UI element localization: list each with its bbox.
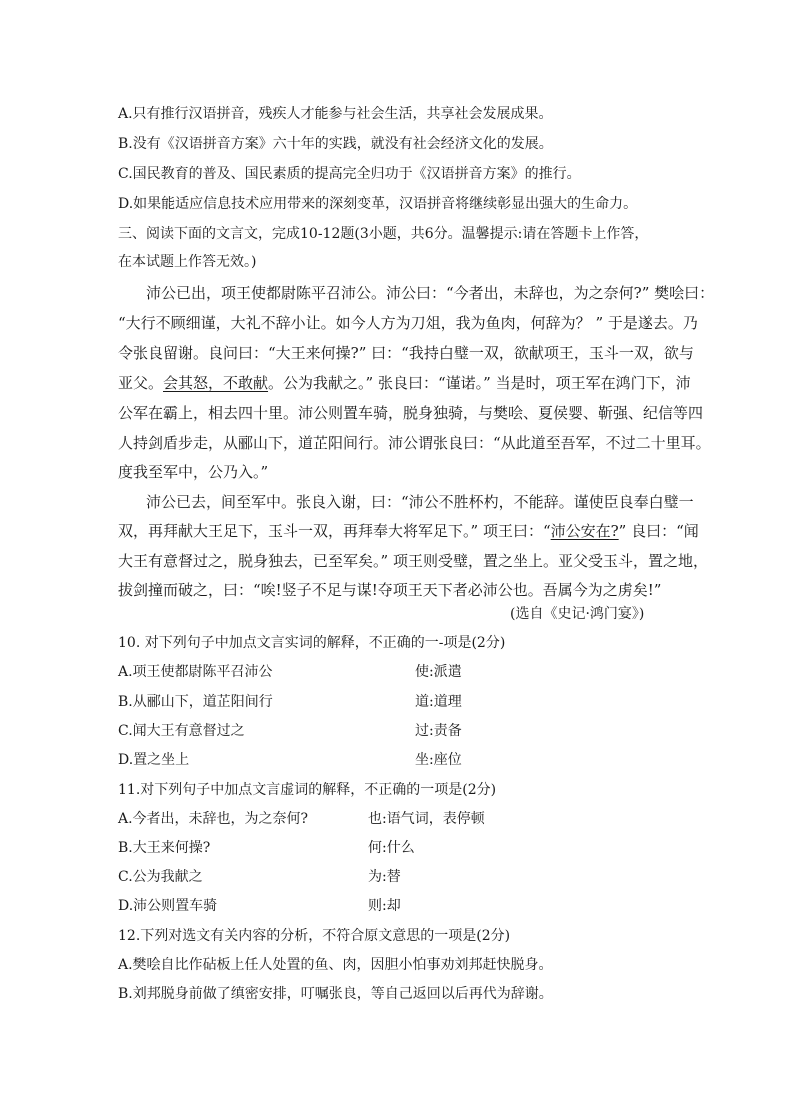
passage-p1-line: 公军在霸上，相去四十里。沛公则置车骑，脱身独骑，与樊哙、夏侯婴、靳强、纪信等四: [118, 404, 704, 422]
option-gloss: 过:责备: [415, 723, 462, 739]
option-sentence: B.从郦山下，道芷阳间行: [118, 694, 273, 710]
prev-option-c: C.国民教育的普及、国民素质的提高完全归功于《汉语拼音方案》的推行。: [118, 166, 581, 182]
q12-option: A.樊哙自比作砧板上任人处置的鱼、肉，因胆小怕事劝刘邦赶快脱身。: [118, 957, 553, 973]
q11-option: [118, 838, 678, 858]
option-sentence: B.大王来何操?: [118, 840, 211, 856]
option-gloss: 何:什么: [368, 840, 415, 856]
passage-p1-line: 令张良留谢。良问曰：“大王来何操?” 曰：“我持白璧一双，欲献项王，玉斗一双，欲与: [118, 344, 694, 362]
option-sentence: C.闻大王有意督过之: [118, 723, 245, 739]
underlined-phrase: 沛公安在?: [550, 522, 619, 540]
passage-p2-line: 大王有意督过之，脱身独去，已至军矣。” 项王则受璧，置之坐上。亚父受玉斗，置之地，: [118, 552, 708, 570]
question-11-stem: 11.对下列句子中加点文言虚词的解释，不正确的一项是(2分): [118, 782, 497, 798]
option-gloss: 则:却: [368, 898, 401, 914]
q11-option: [118, 896, 678, 916]
q10-option: [118, 721, 678, 741]
passage-p1-line: “大行不顾细谨，大礼不辞小让。如今人方为刀俎，我为鱼肉，何辞为？ ” 于是遂去。乃: [118, 314, 698, 332]
passage-p2-line: 沛公已去，间至军中。张良入谢，曰：“沛公不胜杯杓，不能辞。谨使臣良奉白璧一: [146, 493, 694, 511]
option-sentence: D.置之坐上: [118, 752, 190, 768]
q11-option: [118, 867, 678, 887]
passage-p1-line: 沛公已出，项王使都尉陈平召沛公。沛公曰：“今者出，未辞也，为之奈何?” 樊哙曰：: [146, 284, 715, 302]
underlined-phrase: 会其怒，不敢献: [163, 374, 269, 392]
option-gloss: 为:替: [368, 869, 401, 885]
question-12-stem: 12.下列对选文有关内容的分析，不符合原文意思的一项是(2分): [118, 928, 511, 944]
q11-option: [118, 809, 678, 829]
option-sentence: A.今者出，未辞也，为之奈何?: [118, 811, 309, 827]
q10-option: [118, 692, 678, 712]
passage-text: 亚父。: [118, 374, 164, 392]
passage-p2-line: [118, 521, 699, 541]
passage-source: (选自《史记·鸿门宴》): [510, 606, 645, 622]
passage-p1-line: 人持剑盾步走，从郦山下，道芷阳间行。沛公谓张良曰：“从此道至吾军，不过二十里耳。: [118, 434, 711, 452]
passage-text: 双，再拜献大王足下，玉斗一双，再拜奉大将军足下。” 项王曰：“: [118, 522, 551, 540]
passage-p1-line: 度我至军中，公乃入。”: [118, 463, 269, 481]
q10-option: [118, 662, 678, 682]
question-10-stem: 10. 对下列句子中加点文言实词的解释，不正确的一-项是(2分): [118, 635, 506, 651]
option-sentence: C.公为我献之: [118, 869, 203, 885]
passage-p1-line: [118, 373, 691, 393]
option-sentence: D.沛公则置车骑: [118, 898, 218, 914]
option-sentence: A.项王使都尉陈平召沛公: [118, 664, 273, 680]
option-gloss: 坐:座位: [415, 752, 462, 768]
prev-option-b: B.没有《汉语拼音方案》六十年的实践，就没有社会经济文化的发展。: [118, 136, 553, 152]
section-3-heading-cont: 在本试题上作答无效。): [118, 254, 257, 270]
q10-option: [118, 750, 678, 770]
option-gloss: 使:派遣: [415, 664, 462, 680]
option-gloss: 道:道理: [415, 694, 462, 710]
prev-option-d: D.如果能适应信息技术应用带来的深刻变革，汉语拼音将继续彰显出强大的生命力。: [118, 196, 638, 212]
passage-text: ” 良曰：“闻: [618, 522, 699, 540]
passage-p2-line: 拔剑撞而破之，曰：“唉!竖子不足与谋!夺项王天下者必沛公也。吾属今为之虏矣!”: [118, 581, 662, 599]
section-3-heading: 三、阅读下面的文言文，完成10-12题(3小题，共6分。温馨提示:请在答题卡上作答，: [118, 226, 649, 242]
q12-option: B.刘邦脱身前做了缜密安排，叮嘱张良，等自己返回以后再代为辞谢。: [118, 986, 553, 1002]
passage-text: 。公为我献之。” 张良曰：“谨诺。” 当是时，项王军在鸿门下，沛: [268, 374, 691, 392]
option-gloss: 也:语气词，表停顿: [368, 811, 485, 827]
prev-option-a: A.只有推行汉语拼音，残疾人才能参与社会生活，共享社会发展成果。: [118, 106, 553, 122]
